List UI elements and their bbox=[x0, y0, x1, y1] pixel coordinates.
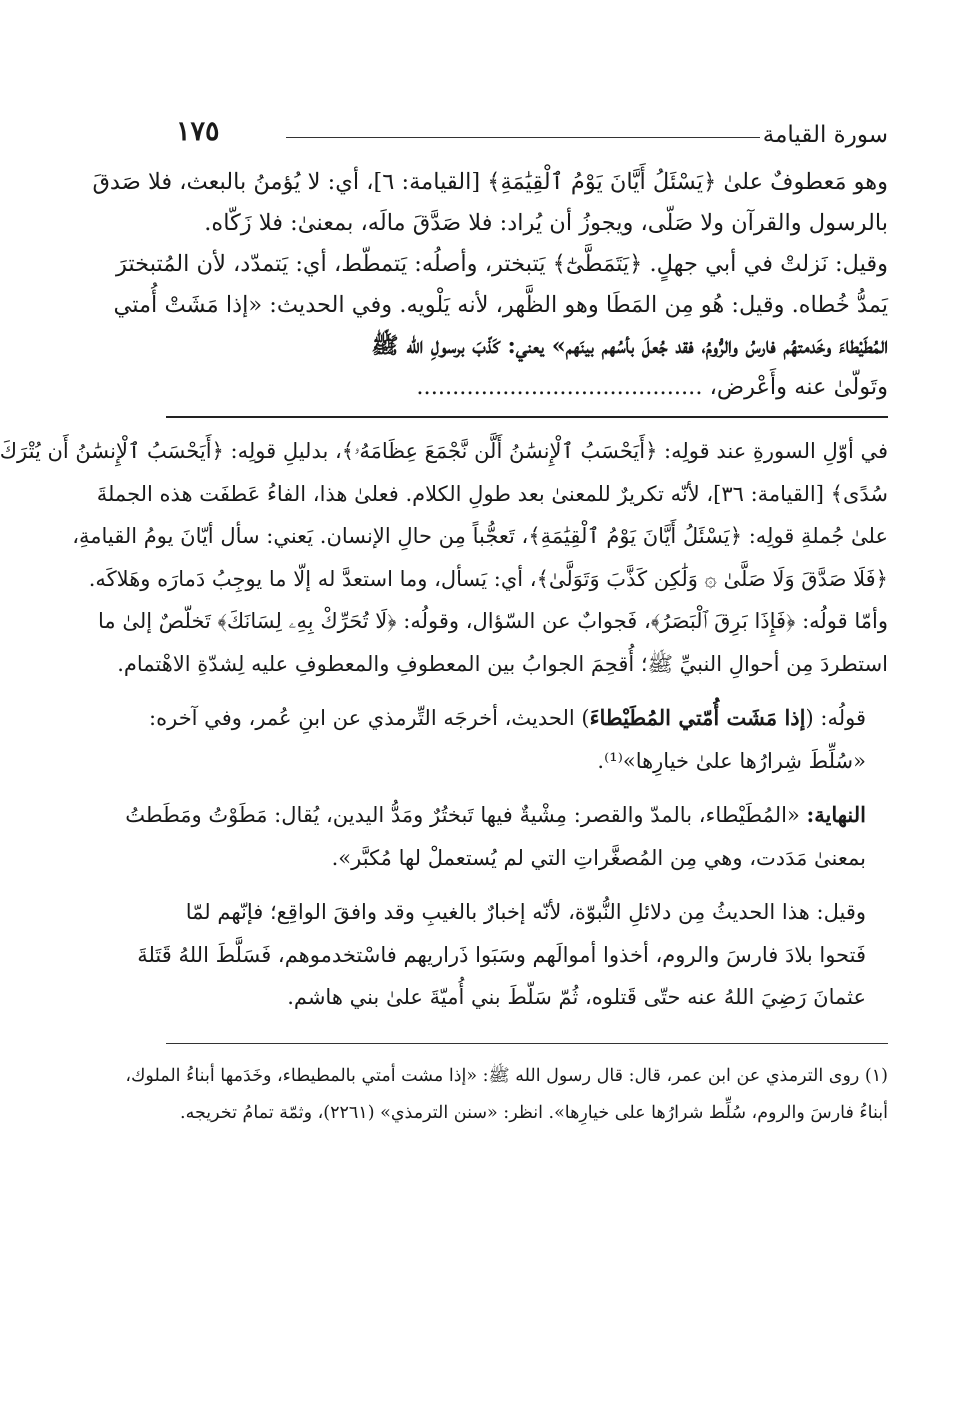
commentary-line: سُدًى﴾ [القيامة: ٣٦]، لأنّه تكريرٌ للمعنىٰ بعد طولِ الكلام. فعلىٰ هذا، الفاءُ عَطفَت هذه الجملةَ bbox=[96, 481, 888, 506]
nihaya-text: «المُطَيْطاء، بالمدّ والقصر: مِشْيةٌ فيها تَبختُرٌ ومَدُّ اليدين، يُقال: مَطَوْتُ ومَطَطتُ bbox=[125, 803, 800, 827]
page-number: ١٧٥ bbox=[176, 116, 220, 147]
commentary-line: عثمانَ رَضِيَ اللهُ عنه حتّى قَتلوه، ثُمّ سَلّطَ بني أُميّةَ علىٰ بني هاشم. bbox=[287, 985, 866, 1009]
commentary-line: علىٰ جُملةِ قولِه: ﴿يَسْئَلُ أَيَّانَ يَوْمُ ٱلْقِيَٰمَةِ﴾، تَعجُّباً مِن حالِ الإنسان. يَعني: سأل أيّانَ يومُ القيامةِ، bbox=[72, 524, 888, 548]
main-line: يَمدُّ خُطاه. وقيل: هُو مِن المَطَا وهو الظَّهر، لأنه يَلْويه. وفي الحديث: «إذا مَشَتْ أُمتي bbox=[113, 292, 888, 318]
commentary-paragraph-2 bbox=[149, 697, 888, 782]
commentary-line: بمعنىٰ مَدَدت، وهي مِن المُصغَّراتِ التي لم يُستعملْ لها مُكبَّر». bbox=[331, 845, 866, 870]
commentary-line: فَتحوا بلادَ فارسَ والروم، أخذوا أموالَهم وسَبَوا ذَراريهم فاسْتخدموهم، فَسَلَّطَ اللهُ قَتَلةَ bbox=[137, 942, 866, 967]
hadith-lead: إذا مَشَت أُمّتي المُطَيْطاءَ bbox=[589, 705, 806, 730]
main-line: بالرسول والقرآن ولا صَلّى، ويجوزُ أن يُراد: فلا صَدَّقَ مالَه، بمعنىٰ: فلا زَكّاه. bbox=[204, 210, 888, 236]
footnote-line: أبناءُ فارسَ والروم، سُلِّط شرارُها على خيارِها». انظر: «سنن الترمذي» (٢٢٦١)، وثمّة تمامُ تخريجه. bbox=[180, 1102, 888, 1123]
commentary-line: قولُه: (إذا مَشَت أُمّتي المُطَيْطاءَ) الحديث، أخرجَه التِّرمذي عن ابنِ عُمر، وفي آخره: bbox=[149, 705, 866, 730]
commentary-paragraph-3 bbox=[125, 794, 888, 879]
main-line: وقيل: نَزلتْ في أبي جهلٍ. ﴿يَتَمَطَّىٰٓ﴾ يَتبختر، وأصلُه: يَتمطّط، أي: يَتمدّد، لأن المُتبخترَ bbox=[115, 251, 888, 277]
text-divider bbox=[166, 416, 888, 418]
footnotes bbox=[125, 1058, 888, 1132]
surah-title: سورة القيامة bbox=[762, 122, 888, 148]
commentary-line: ﴿فَلَا صَدَّقَ وَلَا صَلَّىٰ ۞ وَلَٰكِن كَذَّبَ وَتَوَلَّىٰ﴾، أي: يَسأل، وما استعدَّ له إلّا ما يوجِبُ دَمارَه وهَلاكَه. bbox=[88, 566, 888, 591]
commentary-paragraph-4 bbox=[137, 891, 888, 1019]
header-rule bbox=[286, 137, 760, 138]
commentary-line: استطردَ مِن أحوالِ النبيِّ ﷺ؛ أُقحِمَ الجوابُ بين المعطوفِ والمعطوفِ عليه لِشدّةِ الاهْتمام. bbox=[117, 651, 888, 676]
main-paragraph bbox=[92, 162, 888, 408]
main-line-last: وتَولّىٰ عنه وأَعْرض، ........................................ bbox=[416, 374, 888, 400]
footnote-line: (١) روى الترمذي عن ابن عمر، قال: قال رسول الله ﷺ: «إذا مشت أمتي بالمطيطاء، وخَدَمها أبناءُ الملوك، bbox=[125, 1065, 888, 1086]
commentary-line: وقيل: هذا الحديثُ مِن دلائلِ النُّبوّة، لأنّه إخبارٌ بالغيبِ وقد وافقَ الواقِع؛ فإنّهم لمّا bbox=[185, 900, 866, 924]
main-line: المُطَيْطاءَ وخَدمتهُم فارسُ والرُّومُ، فقد جُعلَ بأسُهم بينَهم» يعني: كَذّبَ برسولِ الله ﷺ bbox=[371, 333, 888, 359]
nihaya-lead: النهاية: bbox=[806, 802, 866, 827]
commentary bbox=[0, 430, 888, 1019]
main-text bbox=[92, 162, 888, 408]
main-line: وهو مَعطوفٌ علىٰ ﴿يَسْئَلُ أَيَّانَ يَوْمُ ٱلْقِيَٰمَةِ﴾ [القيامة: ٦]، أي: لا يُؤمنُ بالبعث، فلا صَدقَ bbox=[92, 169, 888, 195]
book-page bbox=[0, 110, 888, 1132]
commentary-line: «سُلِّطَ شِرارُها علىٰ خيارِها»⁽¹⁾. bbox=[597, 748, 866, 773]
commentary-line bbox=[125, 794, 866, 837]
commentary-line: وأمّا قولُه: ﴿فَإِذَا بَرِقَ ٱلْبَصَرُ﴾، فَجوابٌ عن السّؤال، وقولُه: ﴿لَا تُحَرِّكْ بِهِۦ لِسَانَكَ﴾ تَخلّصٌ إلىٰ ما bbox=[98, 609, 888, 633]
commentary-line: في أوّلِ السورةِ عند قولِه: ﴿أَيَحْسَبُ ٱلْإِنسَٰنُ أَلَّن نَّجْمَعَ عِظَامَهُۥ﴾، بدليلِ قولِه: ﴿أَيَحْسَبُ ٱلْإِنسَٰنُ أَن يُتْرَكَ bbox=[0, 439, 888, 463]
footnote-rule bbox=[166, 1043, 888, 1044]
commentary-paragraph-1 bbox=[0, 430, 888, 685]
running-header bbox=[166, 110, 888, 156]
